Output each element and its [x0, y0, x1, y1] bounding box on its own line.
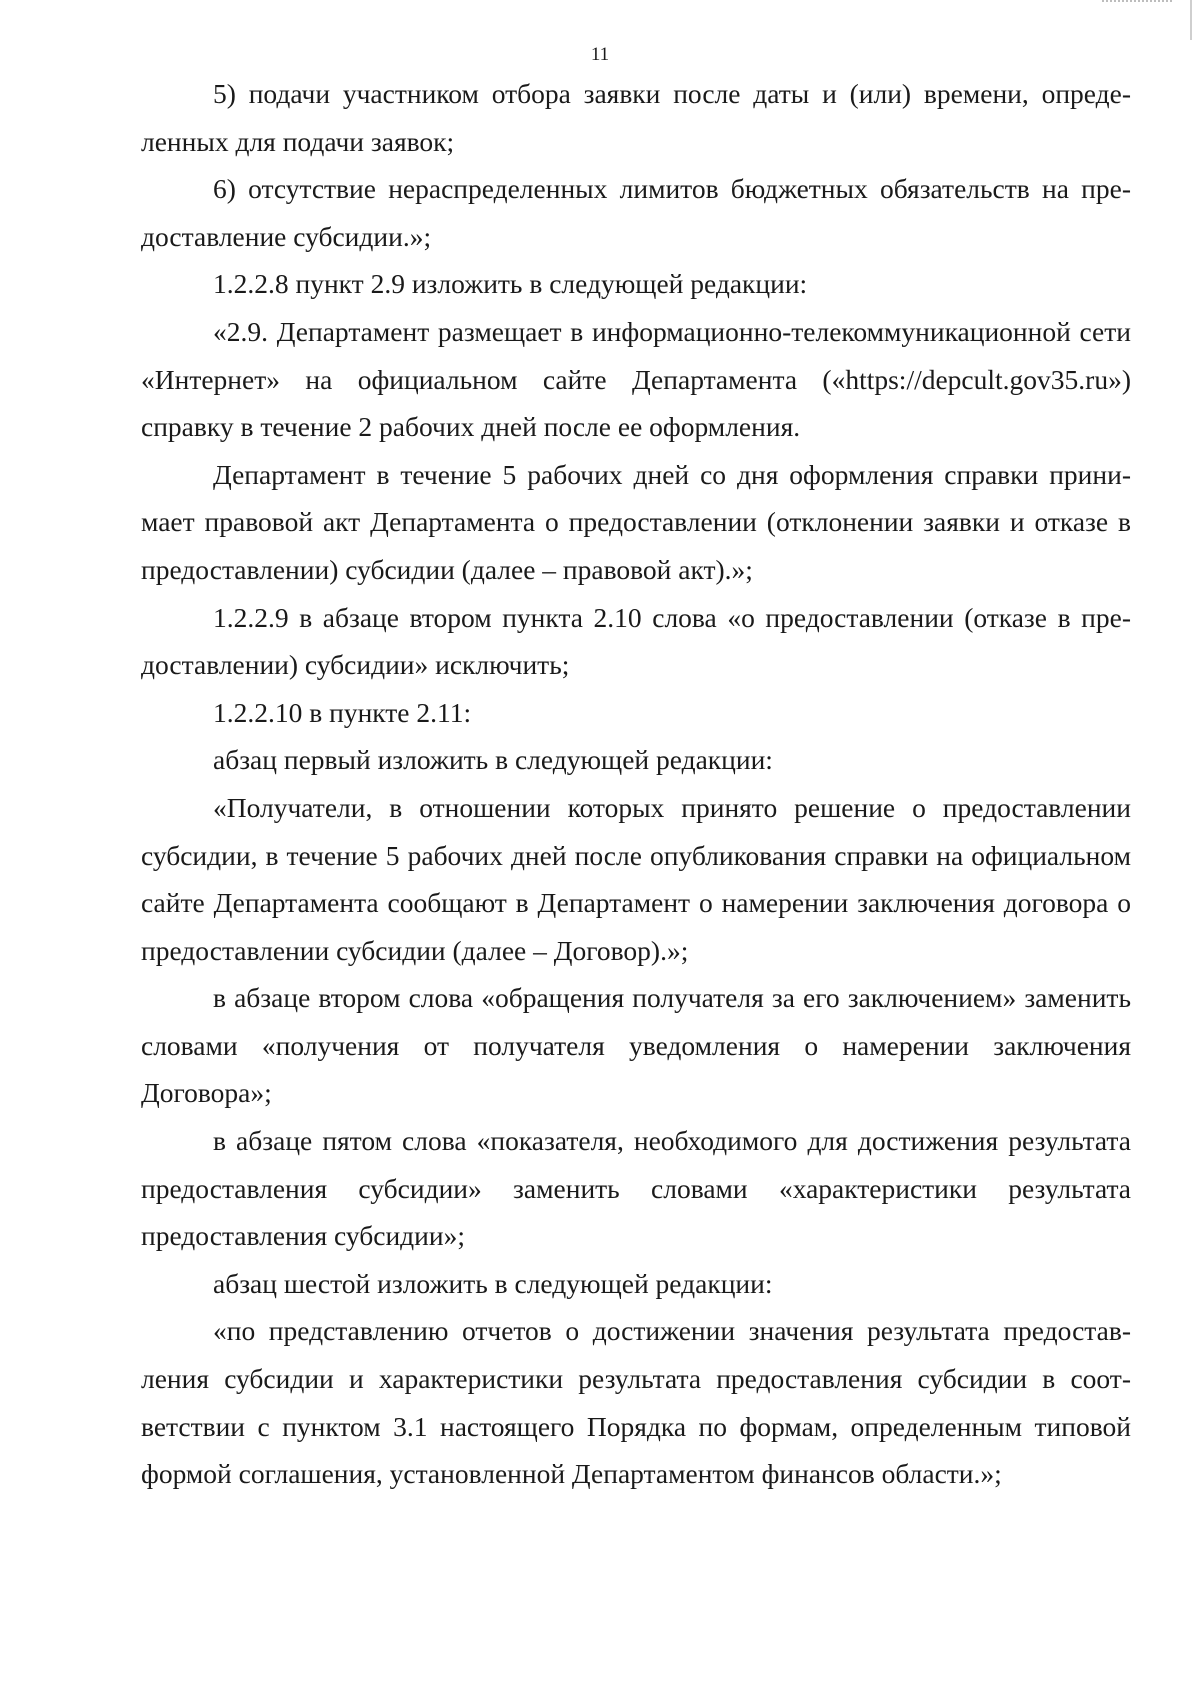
paragraph: 5) подачи участником отбора заявки после даты и (или) времени, определенных для подачи заявок; [141, 78, 1131, 157]
document-body [141, 70, 1131, 1498]
paragraph: «по представлению отчетов о достижении значения результата предоставления субсидии и характеристики результата предоставления субсидии в соответствии с пунктом 3.1 настоящего Порядка по формам, определенным типовой формой соглашения, установленной Департаментом финансов области.»; [141, 1315, 1131, 1490]
paragraph: 1.2.2.9 в абзаце втором пункта 2.10 слова «о предоставлении (отказе в предоставлении) субсидии» исключить; [141, 601, 1131, 681]
paragraph: абзац шестой изложить в следующей редакции: [213, 1267, 773, 1299]
paragraph: в абзаце пятом слова «показателя, необходимого для достижения результата предоставления субсидии» заменить словами «характеристики результата предоставления субсидии»; [141, 1125, 1131, 1252]
paragraph: «Получатели, в отношении которых принято решение о предоставлении субсидии, в течение 5 рабочих дней после опубликования справки на официальном сайте Департамента сообщают в Департамент о намерении заключения договора о предоставлении субсидии (далее – Договор).»; [141, 791, 1131, 966]
paragraph: 1.2.2.10 в пункте 2.11: [213, 696, 472, 728]
paragraph: Департамент в течение 5 рабочих дней со дня оформления справки принимает правовой акт Департамента о предоставлении (отклонении заявки и отказе в предоставлении) субсидии (далее – правовой акт).»; [141, 458, 1131, 585]
scan-edge-mark [1102, 0, 1172, 5]
page-number: 11 [590, 44, 610, 65]
paragraph: «2.9. Департамент размещает в информационно-телекоммуникационной сети «Интернет» на официальном сайте Департамента («https://depcult.gov35.ru») справку в течение 2 рабочих дней после ее оформления. [141, 315, 1131, 443]
paragraph: 6) отсутствие нераспределенных лимитов бюджетных обязательств на предоставление субсидии.»; [141, 173, 1131, 252]
scan-edge-line [1190, 0, 1192, 40]
paragraph: в абзаце втором слова «обращения получателя за его заключением» заменить словами «получения от получателя уведомления о намерении заключения Договора»; [141, 982, 1131, 1109]
paragraph: 1.2.2.8 пункт 2.9 изложить в следующей редакции: [213, 268, 808, 300]
paragraph: абзац первый изложить в следующей редакции: [213, 744, 773, 776]
